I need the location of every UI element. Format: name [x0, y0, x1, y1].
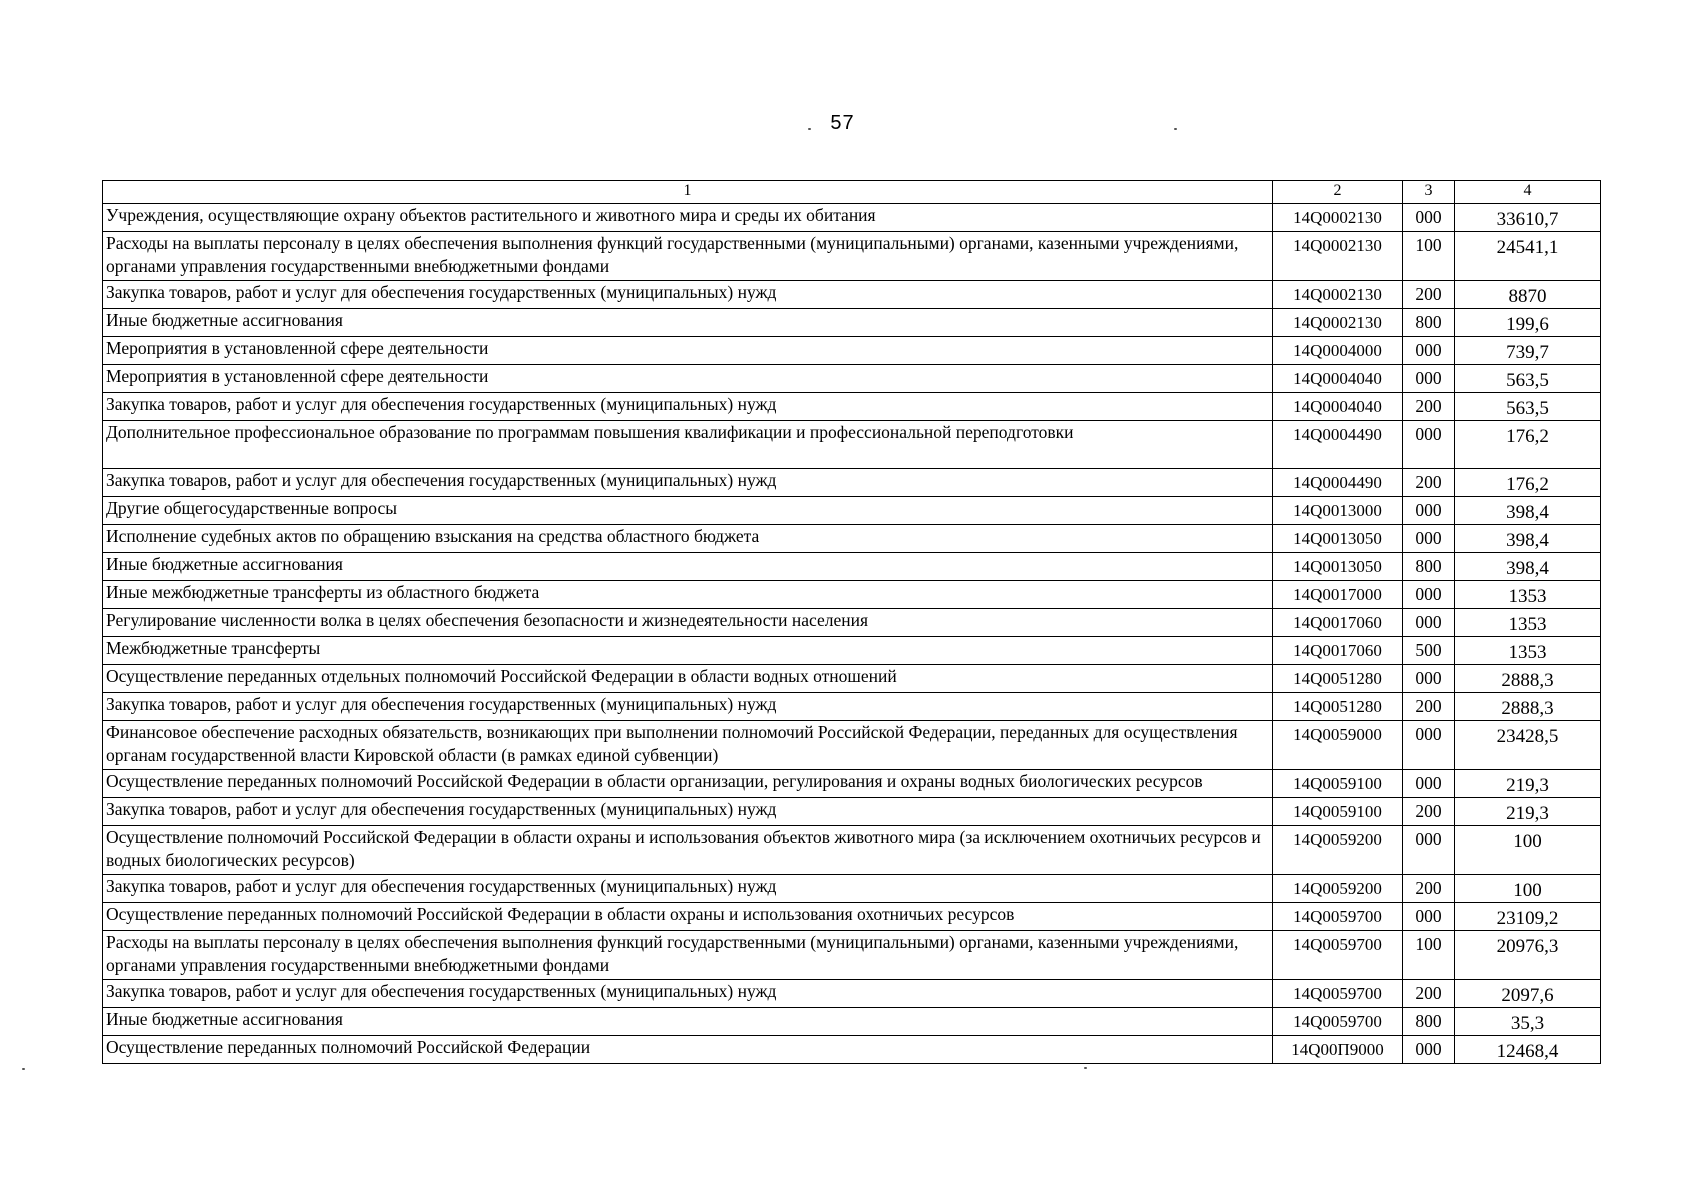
row-type: 800: [1403, 1008, 1455, 1036]
row-name: Закупка товаров, работ и услуг для обеспечения государственных (муниципальных) нужд: [103, 798, 1273, 826]
table-row: [103, 421, 1601, 469]
row-code: 14Q0004040: [1273, 393, 1403, 421]
row-type: 200: [1403, 798, 1455, 826]
row-sum: 563,5: [1455, 393, 1601, 421]
row-code: 14Q0059000: [1273, 721, 1403, 770]
row-sum: 398,4: [1455, 497, 1601, 525]
scan-speck: [1174, 128, 1177, 130]
row-sum: 100: [1455, 875, 1601, 903]
row-code: 14Q0004000: [1273, 337, 1403, 365]
row-type: 000: [1403, 581, 1455, 609]
row-type: 000: [1403, 903, 1455, 931]
row-name: Мероприятия в установленной сфере деятельности: [103, 337, 1273, 365]
row-type: 200: [1403, 875, 1455, 903]
row-code: 14Q00П9000: [1273, 1036, 1403, 1064]
page-number: 57: [830, 112, 855, 134]
table-row: [103, 393, 1601, 421]
row-type: 000: [1403, 826, 1455, 875]
header-cell: 3: [1403, 181, 1455, 204]
table-row: [103, 337, 1601, 365]
header-row: [103, 181, 1601, 204]
row-sum: 2097,6: [1455, 980, 1601, 1008]
row-name: Закупка товаров, работ и услуг для обеспечения государственных (муниципальных) нужд: [103, 393, 1273, 421]
scan-speck: [1084, 1067, 1087, 1069]
row-name: Осуществление переданных полномочий Российской Федерации: [103, 1036, 1273, 1064]
row-code: 14Q0004490: [1273, 421, 1403, 469]
row-type: 500: [1403, 637, 1455, 665]
table-row: [103, 1008, 1601, 1036]
row-name: Исполнение судебных актов по обращению взыскания на средства областного бюджета: [103, 525, 1273, 553]
row-sum: 219,3: [1455, 770, 1601, 798]
row-type: 000: [1403, 770, 1455, 798]
row-sum: 33610,7: [1455, 204, 1601, 232]
row-sum: 1353: [1455, 637, 1601, 665]
row-type: 100: [1403, 232, 1455, 281]
row-type: 200: [1403, 693, 1455, 721]
row-sum: 2888,3: [1455, 693, 1601, 721]
row-type: 000: [1403, 721, 1455, 770]
budget-table: [102, 180, 1601, 1064]
table-row: [103, 875, 1601, 903]
row-type: 000: [1403, 665, 1455, 693]
row-type: 100: [1403, 931, 1455, 980]
row-name: Закупка товаров, работ и услуг для обеспечения государственных (муниципальных) нужд: [103, 980, 1273, 1008]
table-row: [103, 637, 1601, 665]
table-row: [103, 665, 1601, 693]
row-name: Учреждения, осуществляющие охрану объектов растительного и животного мира и среды их обитания: [103, 204, 1273, 232]
row-name: Осуществление переданных отдельных полномочий Российской Федерации в области водных отношений: [103, 665, 1273, 693]
row-type: 000: [1403, 1036, 1455, 1064]
row-sum: 2888,3: [1455, 665, 1601, 693]
row-name: Другие общегосударственные вопросы: [103, 497, 1273, 525]
row-code: 14Q0002130: [1273, 309, 1403, 337]
row-code: 14Q0059200: [1273, 826, 1403, 875]
row-code: 14Q0013050: [1273, 553, 1403, 581]
row-name: Расходы на выплаты персоналу в целях обеспечения выполнения функций государственными (муниципальными) органами, казенными учреждениями, органами управления государственными внебюджетными фондами: [103, 232, 1273, 281]
row-name: Иные бюджетные ассигнования: [103, 1008, 1273, 1036]
table-row: [103, 581, 1601, 609]
row-sum: 398,4: [1455, 525, 1601, 553]
row-name: Осуществление полномочий Российской Федерации в области охраны и использования объектов животного мира (за исключением охотничьих ресурсов и водных биологических ресурсов): [103, 826, 1273, 875]
row-type: 000: [1403, 421, 1455, 469]
row-code: 14Q0002130: [1273, 232, 1403, 281]
row-sum: 23428,5: [1455, 721, 1601, 770]
row-type: 000: [1403, 525, 1455, 553]
table-row: [103, 281, 1601, 309]
table-row: [103, 553, 1601, 581]
row-type: 200: [1403, 393, 1455, 421]
table-row: [103, 903, 1601, 931]
row-code: 14Q0004040: [1273, 365, 1403, 393]
row-name: Закупка товаров, работ и услуг для обеспечения государственных (муниципальных) нужд: [103, 469, 1273, 497]
row-code: 14Q0013000: [1273, 497, 1403, 525]
row-name: Дополнительное профессиональное образование по программам повышения квалификации и профессиональной переподготовки: [103, 421, 1273, 469]
row-code: 14Q0059200: [1273, 875, 1403, 903]
row-code: 14Q0059700: [1273, 980, 1403, 1008]
table-row: [103, 931, 1601, 980]
table-row: [103, 693, 1601, 721]
row-name: Регулирование численности волка в целях обеспечения безопасности и жизнедеятельности населения: [103, 609, 1273, 637]
row-type: 000: [1403, 497, 1455, 525]
row-code: 14Q0002130: [1273, 281, 1403, 309]
row-code: 14Q0059700: [1273, 1008, 1403, 1036]
row-code: 14Q0017000: [1273, 581, 1403, 609]
row-sum: 100: [1455, 826, 1601, 875]
table-row: [103, 826, 1601, 875]
row-name: Иные бюджетные ассигнования: [103, 553, 1273, 581]
row-code: 14Q0051280: [1273, 665, 1403, 693]
row-type: 200: [1403, 281, 1455, 309]
header-cell: 4: [1455, 181, 1601, 204]
table-row: [103, 798, 1601, 826]
row-type: 000: [1403, 337, 1455, 365]
row-type: 200: [1403, 980, 1455, 1008]
row-name: Межбюджетные трансферты: [103, 637, 1273, 665]
table-row: [103, 609, 1601, 637]
row-sum: 219,3: [1455, 798, 1601, 826]
row-code: 14Q0013050: [1273, 525, 1403, 553]
row-sum: 20976,3: [1455, 931, 1601, 980]
row-code: 14Q0059700: [1273, 903, 1403, 931]
row-sum: 8870: [1455, 281, 1601, 309]
table-row: [103, 721, 1601, 770]
row-name: Закупка товаров, работ и услуг для обеспечения государственных (муниципальных) нужд: [103, 693, 1273, 721]
row-sum: 35,3: [1455, 1008, 1601, 1036]
row-sum: 1353: [1455, 581, 1601, 609]
table-row: [103, 204, 1601, 232]
row-name: Расходы на выплаты персоналу в целях обеспечения выполнения функций государственными (муниципальными) органами, казенными учреждениями, органами управления государственными внебюджетными фондами: [103, 931, 1273, 980]
row-sum: 398,4: [1455, 553, 1601, 581]
row-name: Осуществление переданных полномочий Российской Федерации в области организации, регулирования и охраны водных биологических ресурсов: [103, 770, 1273, 798]
row-code: 14Q0051280: [1273, 693, 1403, 721]
header-cell: 2: [1273, 181, 1403, 204]
row-sum: 176,2: [1455, 421, 1601, 469]
table-row: [103, 309, 1601, 337]
scan-speck: [22, 1068, 25, 1070]
row-code: 14Q0059100: [1273, 798, 1403, 826]
row-sum: 1353: [1455, 609, 1601, 637]
table-row: [103, 1036, 1601, 1064]
row-code: 14Q0059100: [1273, 770, 1403, 798]
row-code: 14Q0059700: [1273, 931, 1403, 980]
row-code: 14Q0017060: [1273, 609, 1403, 637]
table-row: [103, 232, 1601, 281]
row-code: 14Q0002130: [1273, 204, 1403, 232]
row-name: Иные межбюджетные трансферты из областного бюджета: [103, 581, 1273, 609]
row-sum: 199,6: [1455, 309, 1601, 337]
table-row: [103, 770, 1601, 798]
row-type: 000: [1403, 365, 1455, 393]
row-type: 800: [1403, 309, 1455, 337]
row-sum: 176,2: [1455, 469, 1601, 497]
row-sum: 563,5: [1455, 365, 1601, 393]
row-name: Финансовое обеспечение расходных обязательств, возникающих при выполнении полномочий Российской Федерации, переданных для осуществления органам государственной власти Кировской области (в рамках единой субвенции): [103, 721, 1273, 770]
row-sum: 739,7: [1455, 337, 1601, 365]
row-code: 14Q0004490: [1273, 469, 1403, 497]
scan-speck: [808, 128, 811, 130]
row-name: Мероприятия в установленной сфере деятельности: [103, 365, 1273, 393]
row-sum: 12468,4: [1455, 1036, 1601, 1064]
table-row: [103, 469, 1601, 497]
row-name: Закупка товаров, работ и услуг для обеспечения государственных (муниципальных) нужд: [103, 281, 1273, 309]
header-cell: 1: [103, 181, 1273, 204]
row-code: 14Q0017060: [1273, 637, 1403, 665]
row-name: Закупка товаров, работ и услуг для обеспечения государственных (муниципальных) нужд: [103, 875, 1273, 903]
row-name: Осуществление переданных полномочий Российской Федерации в области охраны и использования охотничьих ресурсов: [103, 903, 1273, 931]
row-sum: 24541,1: [1455, 232, 1601, 281]
table-row: [103, 497, 1601, 525]
table-row: [103, 365, 1601, 393]
row-type: 200: [1403, 469, 1455, 497]
row-type: 000: [1403, 609, 1455, 637]
row-type: 000: [1403, 204, 1455, 232]
row-sum: 23109,2: [1455, 903, 1601, 931]
table-row: [103, 525, 1601, 553]
row-type: 800: [1403, 553, 1455, 581]
table-row: [103, 980, 1601, 1008]
row-name: Иные бюджетные ассигнования: [103, 309, 1273, 337]
